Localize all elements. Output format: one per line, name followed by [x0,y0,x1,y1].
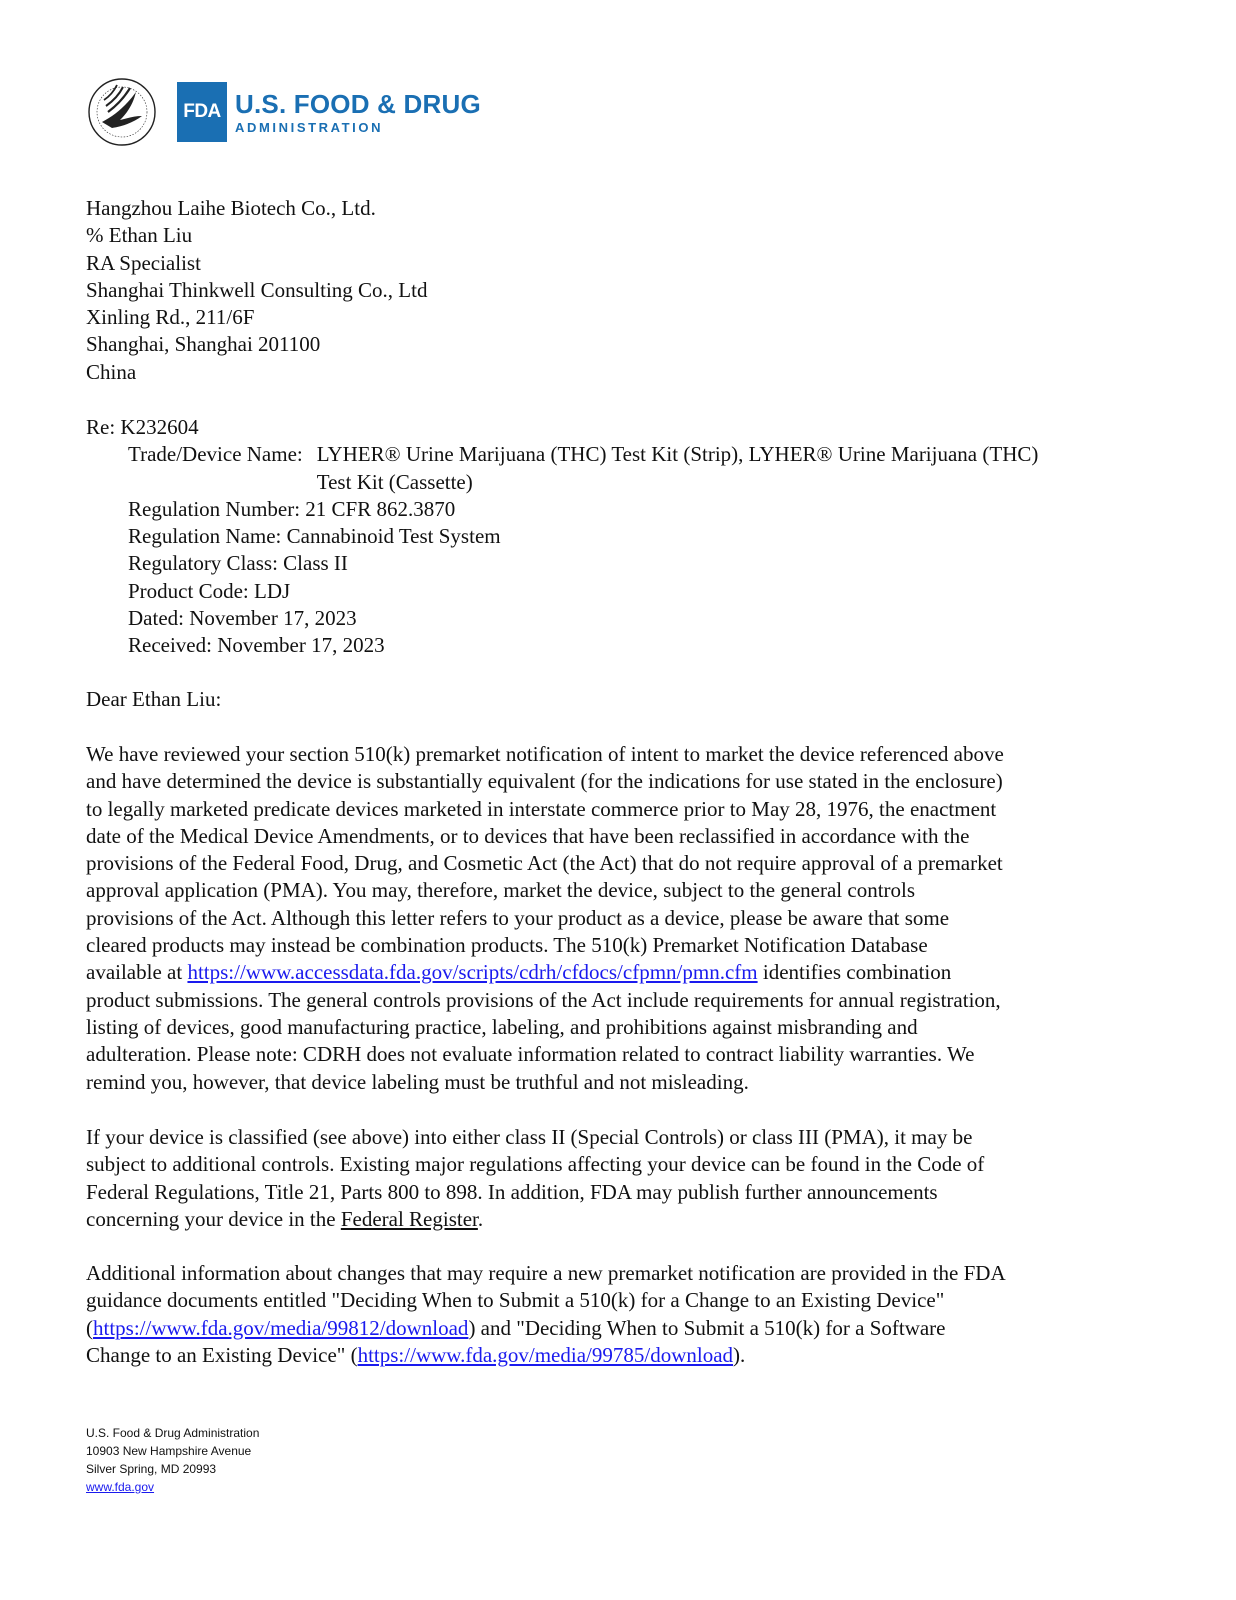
trade-device-name-value: LYHER® Urine Marijuana (THC) Test Kit (Strip), LYHER® Urine Marijuana (THC) Test Kit (Cassette) [316,442,1039,494]
text-span: available at [86,960,188,985]
footer-line: Silver Spring, MD 20993 [86,1462,217,1476]
paragraph-guidance [86,1260,1130,1369]
received: Received: November 17, 2023 [128,633,385,658]
trade-device-name-row [128,441,1136,496]
footer-line: 10903 New Hampshire Avenue [86,1444,252,1458]
address-line: Hangzhou Laihe Biotech Co., Ltd. [86,196,376,220]
address-line: Xinling Rd., 211/6F [86,305,255,330]
address-line: China [86,359,137,384]
paragraph-line [86,1342,1130,1369]
recipient-address [86,195,427,386]
paragraph-line: Additional information about changes that may require a new premarket notification are provided in the FDA [86,1261,1006,1285]
paragraph-line: approval application (PMA). You may, therefore, market the device, subject to the general controls [86,878,916,903]
federal-register-link[interactable]: Federal Register [340,1206,478,1231]
text-span: . [477,1206,484,1231]
text-span: ). [733,1342,746,1367]
regulation-number: Regulation Number: 21 CFR 862.3870 [128,496,456,521]
fda-logo [177,82,481,142]
address-line: % Ethan Liu [86,223,193,248]
hhs-eagle-seal-icon [86,76,158,148]
paragraph-line: product submissions. The general controls provisions of the Act include requirements for annual registration, [86,987,1001,1012]
fda-logo-box: FDA [177,82,227,142]
address-line: Shanghai Thinkwell Consulting Co., Ltd [86,277,428,302]
paragraph-line: adulteration. Please note: CDRH does not evaluate information related to contract liability warranties. We [86,1042,975,1067]
paragraph-line: Federal Regulations, Title 21, Parts 800 to 898. In addition, FDA may publish further announcements [86,1179,938,1204]
regulation-name: Regulation Name: Cannabinoid Test System [128,524,501,549]
paragraph-line: provisions of the Federal Food, Drug, and Cosmetic Act (the Act) that do not require approval of a premarket [86,851,1003,876]
paragraph-line: to legally marketed predicate devices marketed in interstate commerce prior to May 28, 1976, the enactment [86,796,997,821]
pmn-database-link[interactable]: https://www.accessdata.fda.gov/scripts/cdrh/cfdocs/cfpmn/pmn.cfm [187,960,758,985]
paragraph-review [86,741,1130,1096]
paragraph-line [86,1315,1130,1342]
re-line: Re: K232604 [86,415,199,439]
text-span: Change to an Existing Device" ( [86,1342,358,1367]
reference-block [86,414,1136,660]
paragraph-line: We have reviewed your section 510(k) premarket notification of intent to market the device referenced above [86,742,1004,766]
guidance-99785-link[interactable]: https://www.fda.gov/media/99785/download [357,1342,734,1367]
address-line: Shanghai, Shanghai 201100 [86,332,321,357]
paragraph-line: cleared products may instead be combination products. The 510(k) Premarket Notification Database [86,933,928,958]
product-code: Product Code: LDJ [128,578,291,603]
paragraph-line [86,1206,1130,1233]
address-line: RA Specialist [86,250,201,275]
paragraph-line [86,959,1130,986]
paragraph-line: provisions of the Act. Although this letter refers to your product as a device, please be aware that some [86,905,950,930]
dated: Dated: November 17, 2023 [128,606,357,631]
guidance-99812-link[interactable]: https://www.fda.gov/media/99812/download [93,1315,469,1340]
footer-address [86,1424,259,1496]
text-span: ( [86,1315,93,1340]
fda-logo-name: U.S. FOOD & DRUG [235,88,481,119]
text-span: identifies combination [757,960,952,985]
paragraph-classification [86,1124,1130,1233]
paragraph-line: subject to additional controls. Existing major regulations affecting your device can be found in the Code of [86,1152,985,1177]
regulatory-class: Regulatory Class: Class II [128,551,348,576]
footer-line: U.S. Food & Drug Administration [86,1426,260,1440]
paragraph-line: remind you, however, that device labeling must be truthful and not misleading. [86,1069,749,1094]
fda-website-link[interactable]: www.fda.gov [86,1480,155,1494]
text-span: ) and "Deciding When to Submit a 510(k) for a Software [468,1315,946,1340]
paragraph-line: If your device is classified (see above) into either class II (Special Controls) or class III (PMA), it may be [86,1125,973,1149]
hhs-seal-logo [86,76,158,148]
paragraph-line: date of the Medical Device Amendments, or to devices that have been reclassified in accordance with the [86,823,970,848]
trade-device-name-label: Trade/Device Name: [128,442,303,467]
paragraph-line: guidance documents entitled "Deciding When to Submit a 510(k) for a Change to an Existing Device" [86,1288,945,1313]
text-span: concerning your device in the [86,1206,341,1231]
paragraph-line: and have determined the device is substantially equivalent (for the indications for use stated in the enclosure) [86,769,1003,794]
fda-logo-subtitle: ADMINISTRATION [235,119,384,135]
paragraph-line: listing of devices, good manufacturing practice, labeling, and prohibitions against misbranding and [86,1014,918,1039]
salutation: Dear Ethan Liu: [86,687,222,711]
